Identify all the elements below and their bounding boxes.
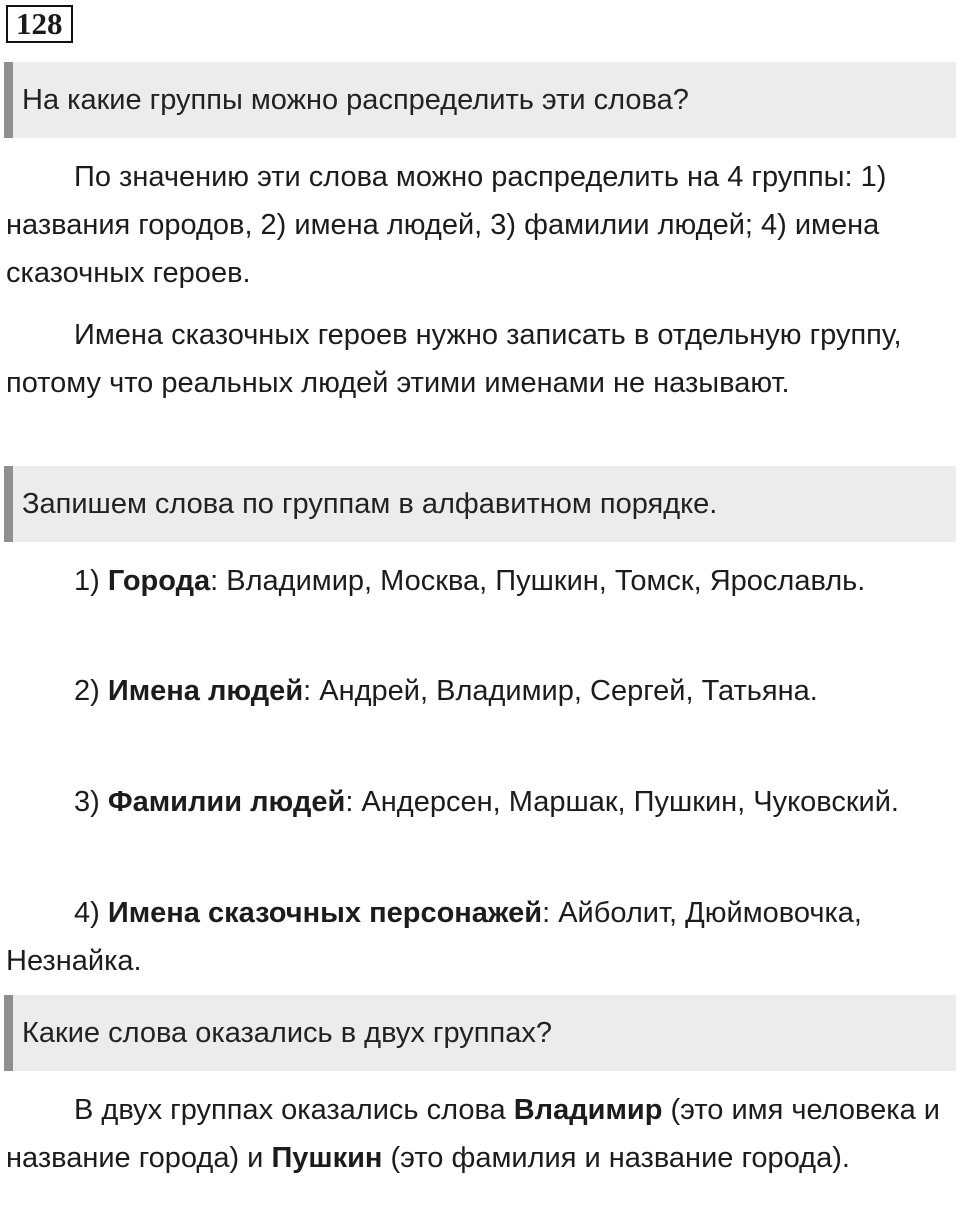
group-item-1 <box>6 557 946 605</box>
group-label: Имена сказочных персонажей <box>107 897 543 929</box>
group-prefix: 3) <box>74 786 108 818</box>
group-label: Города <box>107 565 211 597</box>
group-prefix: 4) <box>74 897 108 929</box>
group-prefix: 2) <box>74 675 108 707</box>
group-item-2 <box>6 667 946 715</box>
group-items: : Андерсен, Маршак, Пушкин, Чуковский. <box>345 786 899 818</box>
exercise-number: 128 <box>6 5 73 43</box>
group-label: Фамилии людей <box>107 786 346 818</box>
group-items: : Андрей, Владимир, Сергей, Татьяна. <box>303 675 818 707</box>
answer-paragraph-3 <box>6 1086 946 1182</box>
question-3: Какие слова оказались в двух группах? <box>4 995 956 1071</box>
question-1: На какие группы можно распределить эти слова? <box>4 62 956 138</box>
answer-paragraph-1: По значению эти слова можно распределить на 4 группы: 1) названия городов, 2) имена людей, 3) фамилии людей; 4) имена сказочных героев. <box>6 161 887 289</box>
group-item-4 <box>6 889 946 985</box>
answer-paragraph-2: Имена сказочных героев нужно записать в отдельную группу, потому что реальных людей этими именами не называют. <box>6 319 902 399</box>
answer-text: В двух группах оказались слова <box>74 1094 514 1126</box>
answer-text: (это имя человека и название города) и <box>6 1094 940 1174</box>
highlighted-word: Владимир <box>513 1094 663 1126</box>
group-item-3 <box>6 778 946 826</box>
group-items: : Владимир, Москва, Пушкин, Томск, Ярославль. <box>210 565 866 597</box>
answer-text: (это фамилия и название города). <box>382 1142 850 1174</box>
group-items: : Айболит, Дюймовочка, Незнайка. <box>6 897 862 977</box>
highlighted-word: Пушкин <box>271 1142 383 1174</box>
group-prefix: 1) <box>74 565 108 597</box>
group-label: Имена людей <box>107 675 304 707</box>
question-2: Запишем слова по группам в алфавитном порядке. <box>4 466 956 542</box>
